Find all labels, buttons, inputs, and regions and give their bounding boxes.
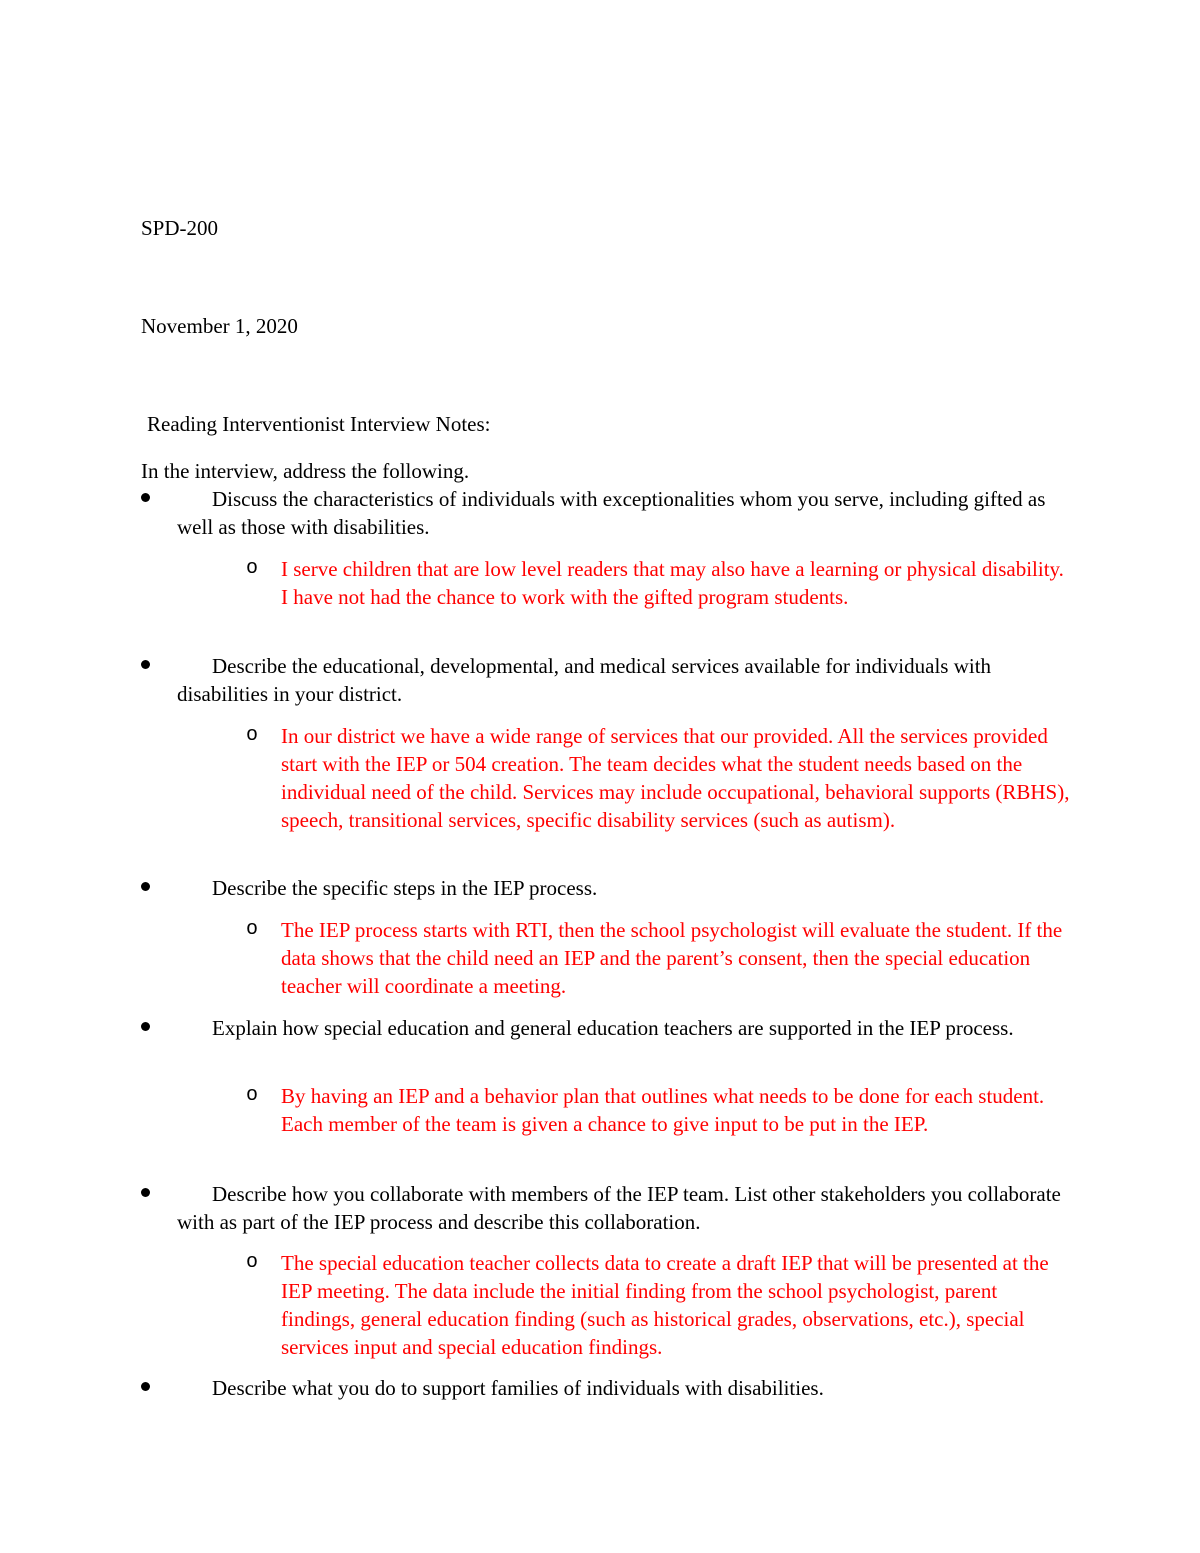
circle-bullet-icon: o bbox=[246, 724, 259, 747]
question-text: Explain how special education and general education teachers are supported in the IEP process. bbox=[212, 1016, 1014, 1040]
question-text: Describe what you do to support families of individuals with disabilities. bbox=[212, 1376, 824, 1400]
question-text: Discuss the characteristics of individuals with exceptionalities whom you serve, including gifted as well as those with disabilities. bbox=[177, 487, 1046, 539]
bullet-icon bbox=[141, 1022, 150, 1031]
answer-text: The IEP process starts with RTI, then the school psychologist will evaluate the student. If the data shows that the child need an IEP and the parent’s consent, then the special education teacher will coordinate a meeting. bbox=[281, 918, 1063, 998]
answer-text: The special education teacher collects data to create a draft IEP that will be presented at the IEP meeting. The data include the initial finding from the school psychologist, parent findings, general education finding (such as historical grades, observations, etc.), special services input and special education findings. bbox=[281, 1251, 1049, 1359]
document-date: November 1, 2020 bbox=[141, 314, 298, 338]
document-title: Reading Interventionist Interview Notes: bbox=[147, 412, 491, 436]
circle-bullet-icon: o bbox=[246, 1084, 259, 1107]
course-code: SPD-200 bbox=[141, 216, 219, 240]
circle-bullet-icon: o bbox=[246, 1251, 259, 1274]
intro-text: In the interview, address the following. bbox=[141, 459, 470, 483]
bullet-icon bbox=[141, 493, 150, 502]
question-text: Describe the educational, developmental, and medical services available for individuals with disabilities in your district. bbox=[177, 654, 992, 706]
answer-text: I serve children that are low level readers that may also have a learning or physical disability. I have not had the chance to work with the gifted program students. bbox=[281, 557, 1064, 609]
bullet-icon bbox=[141, 660, 150, 669]
question-text: Describe the specific steps in the IEP process. bbox=[212, 876, 598, 900]
bullet-icon bbox=[141, 1382, 150, 1391]
bullet-icon bbox=[141, 882, 150, 891]
question-text: Describe how you collaborate with members of the IEP team. List other stakeholders you collaborate with as part of the IEP process and describe this collaboration. bbox=[177, 1182, 1061, 1234]
answer-text: By having an IEP and a behavior plan that outlines what needs to be done for each student. Each member of the team is given a chance to give input to be put in the IEP. bbox=[281, 1084, 1045, 1136]
circle-bullet-icon: o bbox=[246, 557, 259, 580]
bullet-icon bbox=[141, 1188, 150, 1197]
circle-bullet-icon: o bbox=[246, 918, 259, 941]
answer-text: In our district we have a wide range of services that our provided. All the services provided start with the IEP or 504 creation. The team decides what the student needs based on the individual need of the child. Services may include occupational, behavioral supports (RBHS), speech, transitional services, specific disability services (such as autism). bbox=[281, 724, 1070, 832]
